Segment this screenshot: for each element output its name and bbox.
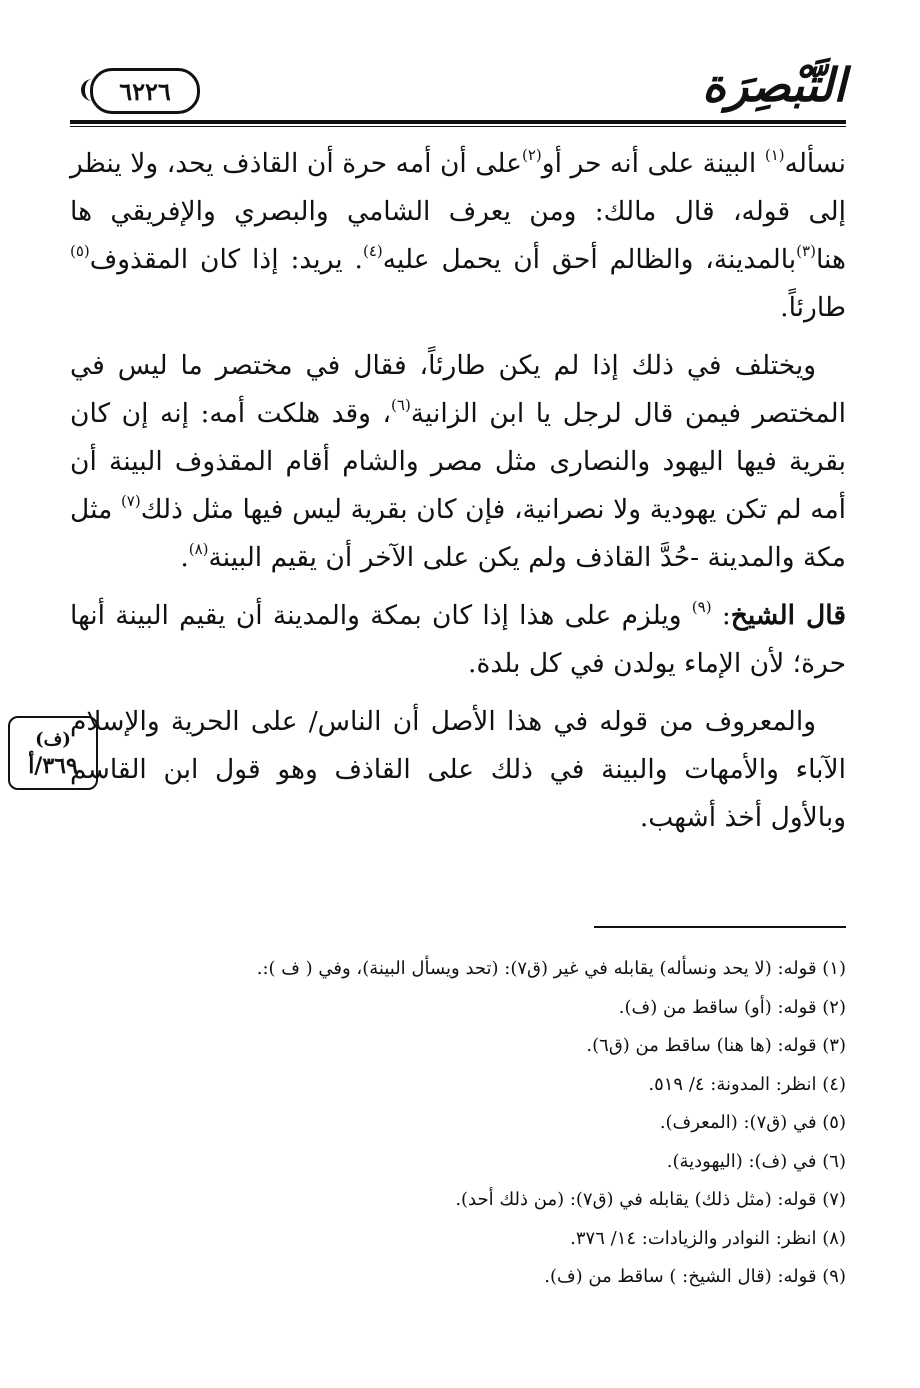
footnote-marker: (٧)	[120, 492, 141, 510]
paragraph	[70, 342, 846, 582]
text-run: . يريد: إذا كان المقذوف	[89, 244, 363, 275]
text-run: ويختلف في ذلك إذا لم يكن طارئاً، فقال في مختصر ما ليس في المختصر فيمن قال لرجل يا ابن الزانية	[70, 350, 846, 429]
footnote-marker: (٩)	[691, 598, 712, 616]
margin-note-siglum: (ف)	[35, 729, 71, 750]
text-run: نسأله	[784, 148, 846, 179]
text-run: طارئاً.	[780, 292, 846, 323]
footnote-separator	[594, 926, 846, 928]
text-run: ويلزم على هذا إذا كان بمكة والمدينة أن يقيم البينة أنها حرة؛ لأن الإماء يولدن في كل بلدة.	[70, 600, 846, 679]
footnote: (٨) انظر: النوادر والزيادات: ١٤/ ٣٧٦.	[570, 1227, 846, 1249]
footnote-marker: (١)	[764, 146, 785, 164]
bold-lead-phrase: قال الشيخ	[730, 600, 846, 631]
footnote-marker: (٨)	[188, 540, 209, 558]
footnote-marker: (٣)	[796, 242, 816, 260]
footnote-marker: (٢)	[521, 146, 542, 164]
page-header	[70, 52, 846, 122]
text-run: مثل مكة والمدينة -حُدَّ القاذف ولم يكن على الآخر أن يقيم البينة	[70, 494, 846, 573]
paragraph	[70, 140, 846, 332]
text-run: :	[711, 600, 731, 631]
header-rule	[70, 120, 846, 124]
footnote-marker: (٦)	[391, 396, 411, 414]
footnotes	[70, 950, 846, 1297]
footnote: (٥) في (ق٧): (المعرف).	[659, 1112, 846, 1133]
margin-note-folio: ٣٦٩/أ	[28, 753, 78, 779]
text-run: بالمدينة، والظالم أحق أن يحمل عليه	[382, 244, 797, 275]
main-text	[70, 140, 846, 852]
footnote: (٦) في (ف): (اليهودية).	[666, 1150, 846, 1172]
text-run: والمعروف من قوله في هذا الأصل أن الناس/ على الحرية والإسلام الآباء والأمهات والبينة في ذلك على القاذف وهو قول ابن القاسم وبالأول أخذ أشهب.	[70, 706, 846, 833]
footnote: (٩) قوله: (قال الشيخ: ) ساقط من (ف).	[544, 1266, 846, 1287]
page-number: ٦٢٢٦	[90, 68, 200, 114]
footnote-marker: (٤)	[362, 242, 383, 260]
text-run: ، وقد هلكت أمه: إنه إن كان بقرية فيها اليهود والنصارى مثل مصر والشام أقام المقذوف البينة أن أمه لم تكن يهودية ولا نصرانية، فإن كان بقرية ليس فيها مثل ذلك	[70, 398, 847, 525]
footnote-marker: (٥)	[70, 242, 90, 260]
footnote: (١) قوله: (لا يحد ونسأله) يقابله في غير (ق٧): (تحد ويسأل البينة)، وفي ( ف ):.	[256, 958, 846, 979]
manuscript-margin-note	[8, 716, 98, 790]
text-run: على أن أمه حرة أن القاذف يحد، ولا ينظر إلى قوله، قال مالك: ومن يعرف الشامي والبصري والإفريقي ها هنا	[70, 148, 846, 275]
book-title: التَّبْصِرَة	[702, 58, 846, 112]
paragraph	[70, 698, 846, 842]
footnote: (٧) قوله: (مثل ذلك) يقابله في (ق٧): (من ذلك أحد).	[455, 1189, 846, 1210]
paragraph	[70, 592, 846, 688]
footnote: (٤) انظر: المدونة: ٤/ ٥١٩.	[648, 1073, 846, 1095]
footnote: (٢) قوله: (أو) ساقط من (ف).	[618, 996, 846, 1018]
text-run: .	[180, 542, 189, 573]
text-run: البينة على أنه حر أو	[541, 148, 765, 179]
footnote: (٣) قوله: (ها هنا) ساقط من (ق٦).	[586, 1035, 846, 1056]
